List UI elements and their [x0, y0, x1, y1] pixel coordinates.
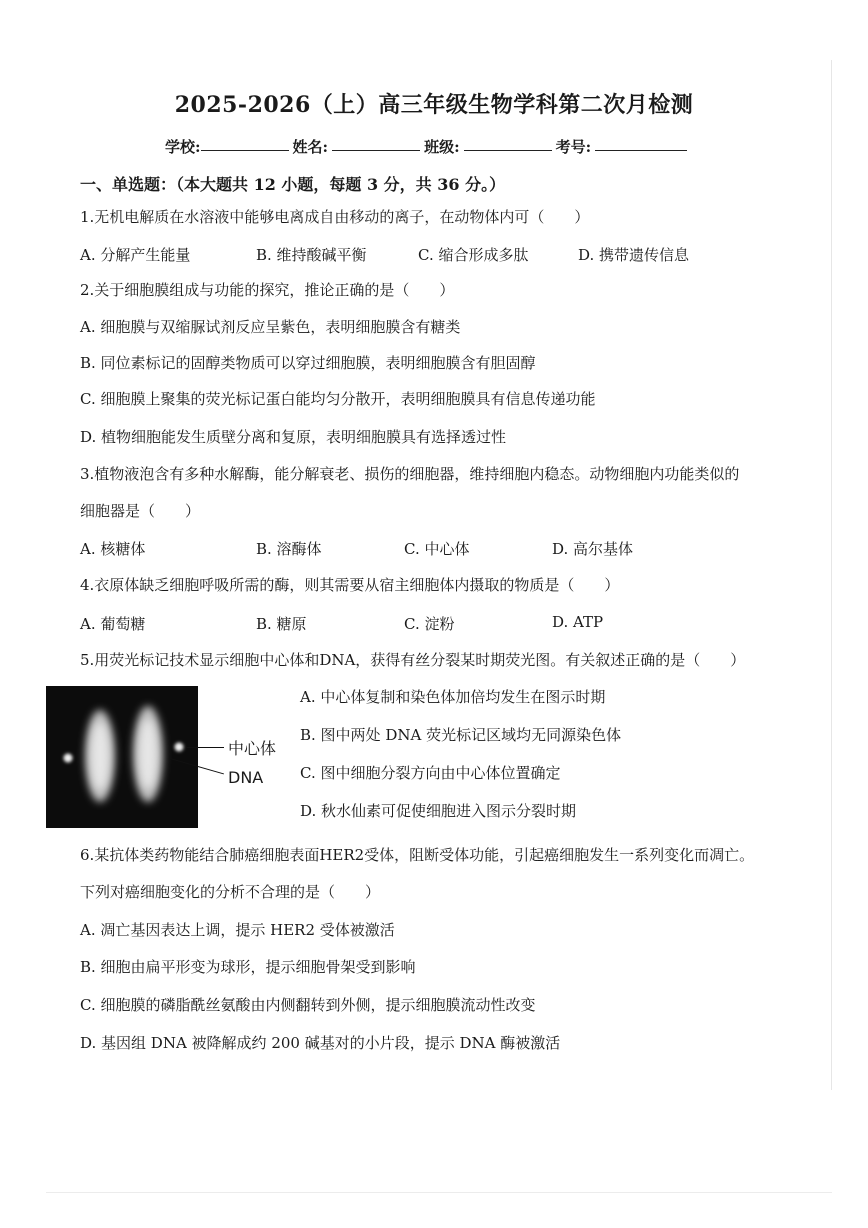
q6-option-b[interactable]: B. 细胞由扁平形变为球形，提示细胞骨架受到影响 [80, 958, 416, 976]
q3-option-b[interactable]: B. 溶酶体 [256, 540, 322, 558]
question-6-stem-line-2: 下列对癌细胞变化的分析不合理的是（ ） [80, 883, 381, 901]
name-label: 姓名: [292, 138, 329, 156]
q2-option-b[interactable]: B. 同位素标记的固醇类物质可以穿过细胞膜，表明细胞膜含有胆固醇 [80, 354, 536, 372]
q1-option-b[interactable]: B. 维持酸碱平衡 [256, 246, 367, 264]
q1-option-d[interactable]: D. 携带遗传信息 [578, 246, 690, 264]
q6-option-d[interactable]: D. 基因组 DNA 被降解成约 200 碱基对的小片段，提示 DNA 酶被激活 [80, 1034, 561, 1052]
q2-option-a[interactable]: A. 细胞膜与双缩脲试剂反应呈紫色，表明细胞膜含有糖类 [80, 318, 461, 336]
q2-option-d[interactable]: D. 植物细胞能发生质壁分离和复原，表明细胞膜具有选择透过性 [80, 428, 507, 446]
q4-option-a[interactable]: A. 葡萄糖 [80, 615, 146, 633]
q1-option-c[interactable]: C. 缩合形成多肽 [418, 246, 529, 264]
centrosome-right [175, 743, 184, 752]
student-info-row [165, 136, 765, 157]
q2-option-c[interactable]: C. 细胞膜上聚集的荧光标记蛋白能均匀分散开，表明细胞膜具有信息传递功能 [80, 390, 596, 408]
school-blank[interactable] [201, 136, 289, 151]
exam-title: 2025-2026（上）高三年级生物学科第二次月检测 [174, 92, 694, 118]
centrosome-label: 中心体 [228, 739, 277, 758]
dna-core-left [91, 722, 109, 790]
section-heading: 一、单选题：（本大题共 12 小题，每题 3 分，共 36 分。） [80, 175, 506, 194]
dna-label: DNA [228, 768, 264, 787]
q1-option-a[interactable]: A. 分解产生能量 [80, 246, 191, 264]
name-blank[interactable] [332, 136, 420, 151]
q3-option-d[interactable]: D. 高尔基体 [552, 540, 634, 558]
q5-option-c[interactable]: C. 图中细胞分裂方向由中心体位置确定 [300, 764, 561, 782]
question-4-options [80, 613, 702, 634]
class-blank[interactable] [464, 136, 552, 151]
id-label: 考号: [555, 138, 592, 156]
q3-option-c[interactable]: C. 中心体 [404, 540, 470, 558]
scan-edge-right [831, 60, 832, 1090]
q5-option-d[interactable]: D. 秋水仙素可促使细胞进入图示分裂时期 [300, 802, 577, 820]
centrosome-leader-line [186, 747, 224, 748]
q3-option-a[interactable]: A. 核糖体 [80, 540, 146, 558]
q4-option-b[interactable]: B. 糖原 [256, 615, 307, 633]
q6-option-a[interactable]: A. 凋亡基因表达上调，提示 HER2 受体被激活 [80, 921, 395, 939]
q5-option-a[interactable]: A. 中心体复制和染色体加倍均发生在图示时期 [300, 688, 606, 706]
question-4-stem: 4.衣原体缺乏细胞呼吸所需的酶，则其需要从宿主细胞体内摄取的物质是（ ） [80, 576, 620, 594]
question-3-stem-line-2: 细胞器是（ ） [80, 502, 201, 520]
question-3-options [80, 538, 702, 559]
scan-edge-bottom [46, 1192, 832, 1193]
fluorescence-micrograph [46, 686, 198, 828]
question-2-stem: 2.关于细胞膜组成与功能的探究，推论正确的是（ ） [80, 281, 455, 299]
q4-option-c[interactable]: C. 淀粉 [404, 615, 455, 633]
question-1-stem: 1.无机电解质在水溶液中能够电离成自由移动的离子，在动物体内可（ ） [80, 208, 590, 226]
fluorescence-image [46, 686, 198, 828]
question-1-options [80, 244, 728, 265]
question-5-stem: 5.用荧光标记技术显示细胞中心体和DNA，获得有丝分裂某时期荧光图。有关叙述正确的是（ ） [80, 651, 746, 669]
q4-option-d[interactable]: D. ATP [552, 613, 604, 631]
dna-core-right [139, 719, 157, 789]
question-3-stem-line-1: 3.植物液泡含有多种水解酶，能分解衰老、损伤的细胞器，维持细胞内稳态。动物细胞内功能类似的 [80, 465, 740, 483]
question-6-stem-line-1: 6.某抗体类药物能结合肺癌细胞表面HER2受体，阻断受体功能，引起癌细胞发生一系列变化而凋亡。 [80, 846, 755, 864]
q5-option-b[interactable]: B. 图中两处 DNA 荧光标记区域均无同源染色体 [300, 726, 622, 744]
school-label: 学校: [165, 138, 201, 156]
class-label: 班级: [424, 138, 460, 156]
q6-option-c[interactable]: C. 细胞膜的磷脂酰丝氨酸由内侧翻转到外侧，提示细胞膜流动性改变 [80, 996, 536, 1014]
id-blank[interactable] [595, 136, 687, 151]
centrosome-left [64, 754, 73, 763]
